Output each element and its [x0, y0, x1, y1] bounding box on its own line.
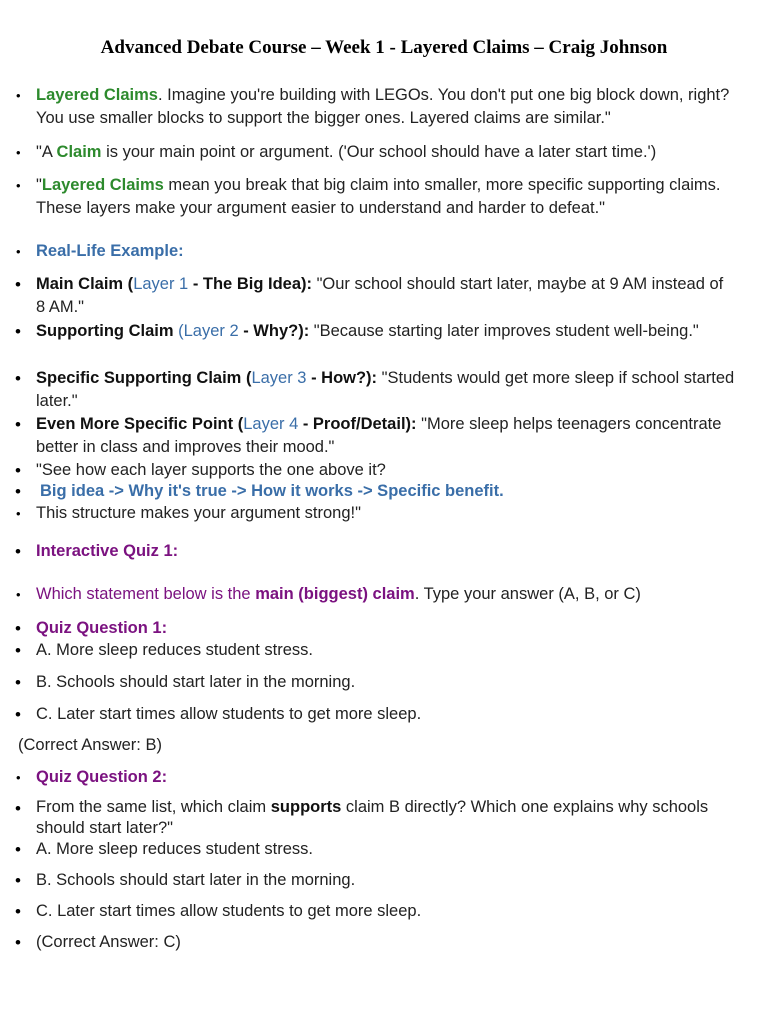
layer-item-4: [15, 413, 736, 459]
q2-correct-answer: [15, 931, 736, 954]
intro-text: mean you break that big claim into smaller, more specific supporting claims. These layers make your argument easier to understand and harder to defeat.": [36, 176, 721, 217]
bullet-icon: •: [16, 88, 21, 103]
q1-correct-answer: (Correct Answer: B): [18, 736, 162, 754]
layer-label: - Proof/Detail):: [298, 415, 417, 433]
intro-text: "A: [36, 143, 57, 161]
layer-item-1: [15, 273, 736, 319]
bullet-icon: •: [15, 482, 21, 501]
layer-label: - Why?):: [238, 322, 310, 340]
prompt-emphasis: supports: [270, 798, 342, 816]
bullet-icon: •: [15, 322, 21, 341]
bullet-icon: •: [16, 244, 21, 259]
bullet-icon: •: [16, 770, 21, 785]
strong-text: This structure makes your argument strong!": [36, 504, 361, 522]
bullet-icon: •: [15, 542, 21, 561]
see-how-text: "See how each layer supports the one above it?: [36, 461, 386, 479]
chain-text: Big idea -> Why it's true -> How it works -> Specific benefit.: [40, 482, 504, 500]
q2-prompt: [15, 797, 736, 839]
layer-label: Even More Specific Point (: [36, 415, 244, 433]
layer-tag: Layer 1: [133, 275, 189, 293]
bullet-icon: •: [16, 178, 21, 193]
term-layered-claims: Layered Claims: [36, 86, 158, 104]
q2-option-b: [15, 869, 736, 892]
option-text: B. Schools should start later in the morning.: [36, 871, 356, 889]
bullet-icon: •: [15, 871, 21, 890]
layer-label: Specific Supporting Claim (: [36, 369, 252, 387]
layer-tag: Layer 3: [251, 369, 307, 387]
q2-option-c: [15, 900, 736, 923]
layer-label: - How?):: [306, 369, 378, 387]
intro-text: ": [36, 176, 42, 194]
quiz-heading: [15, 540, 736, 563]
question-label: Quiz Question 2:: [36, 768, 168, 786]
intro-layered-claims: [16, 84, 736, 130]
layer-tag: Layer 4: [243, 415, 299, 433]
layer-quote: "Our school should start later, maybe at 9 AM instead of 8 AM.": [36, 275, 724, 316]
bullet-icon: •: [15, 705, 21, 724]
intro-text: is your main point or argument. ('Our school should have a later start time.'): [101, 143, 657, 161]
question-label: Quiz Question 1:: [36, 619, 168, 637]
bullet-icon: •: [15, 799, 21, 818]
prompt-text: claim B directly? Which one explains why schools should start later?": [36, 798, 709, 837]
option-text: C. Later start times allow students to get more sleep.: [36, 902, 422, 920]
q2-option-a: [15, 838, 736, 861]
option-text: C. Later start times allow students to get more sleep.: [36, 705, 422, 723]
bullet-icon: •: [15, 415, 21, 434]
quiz-question-2-label: [16, 766, 736, 789]
q1-option-a: [15, 639, 736, 662]
answer-text: (Correct Answer: C): [36, 933, 181, 951]
option-text: A. More sleep reduces student stress.: [36, 840, 313, 858]
bullet-icon: •: [16, 587, 21, 602]
term-layered-claims: Layered Claims: [41, 176, 164, 194]
bullet-icon: •: [15, 461, 21, 480]
bullet-icon: •: [15, 275, 21, 294]
q1-option-b: [15, 671, 736, 694]
intro-claim: [16, 141, 736, 164]
bullet-icon: •: [15, 369, 21, 388]
layer-tag: (Layer 2: [178, 322, 239, 340]
q1-option-c: [15, 703, 736, 726]
bullet-icon: •: [15, 933, 21, 952]
prompt-text: From the same list, which claim: [36, 798, 271, 816]
layer-label: Main Claim (: [36, 275, 134, 293]
layer-label: Supporting Claim: [36, 322, 179, 340]
document-title: Advanced Debate Course – Week 1 - Layered Claims – Craig Johnson: [100, 37, 668, 58]
heading-text: Real-Life Example:: [36, 242, 184, 260]
quiz-question-1-label: [15, 617, 736, 640]
layer-item-2: [15, 320, 736, 343]
layer-item-3: [15, 367, 736, 413]
bullet-icon: •: [15, 840, 21, 859]
strong-line: [16, 502, 736, 525]
chain-line: [15, 480, 736, 503]
layer-quote: "Students would get more sleep if school started later.": [36, 369, 735, 410]
example-heading: [16, 240, 736, 263]
option-text: A. More sleep reduces student stress.: [36, 641, 313, 659]
bullet-icon: •: [15, 902, 21, 921]
intro-text: . Imagine you're building with LEGOs. You don't put one big block down, right? You use smaller blocks to support the bigger ones. Layered claims are similar.": [36, 86, 730, 127]
prompt-text: Which statement below is the: [36, 585, 256, 603]
bullet-icon: •: [15, 619, 21, 638]
layer-quote: "More sleep helps teenagers concentrate better in class and improves their mood.": [36, 415, 722, 456]
bullet-icon: •: [15, 673, 21, 692]
heading-text: Interactive Quiz 1:: [36, 542, 179, 560]
bullet-icon: •: [16, 506, 21, 521]
prompt-emphasis: main (biggest) claim: [255, 585, 415, 603]
term-claim: Claim: [56, 143, 102, 161]
layer-label: - The Big Idea):: [188, 275, 312, 293]
bullet-icon: •: [16, 145, 21, 160]
intro-layered-definition: [16, 174, 736, 220]
prompt-text: . Type your answer (A, B, or C): [414, 585, 641, 603]
layer-quote: "Because starting later improves student well-being.": [309, 322, 699, 340]
see-how-line: [15, 459, 736, 482]
quiz-prompt: [16, 583, 736, 606]
option-text: B. Schools should start later in the morning.: [36, 673, 356, 691]
bullet-icon: •: [15, 641, 21, 660]
